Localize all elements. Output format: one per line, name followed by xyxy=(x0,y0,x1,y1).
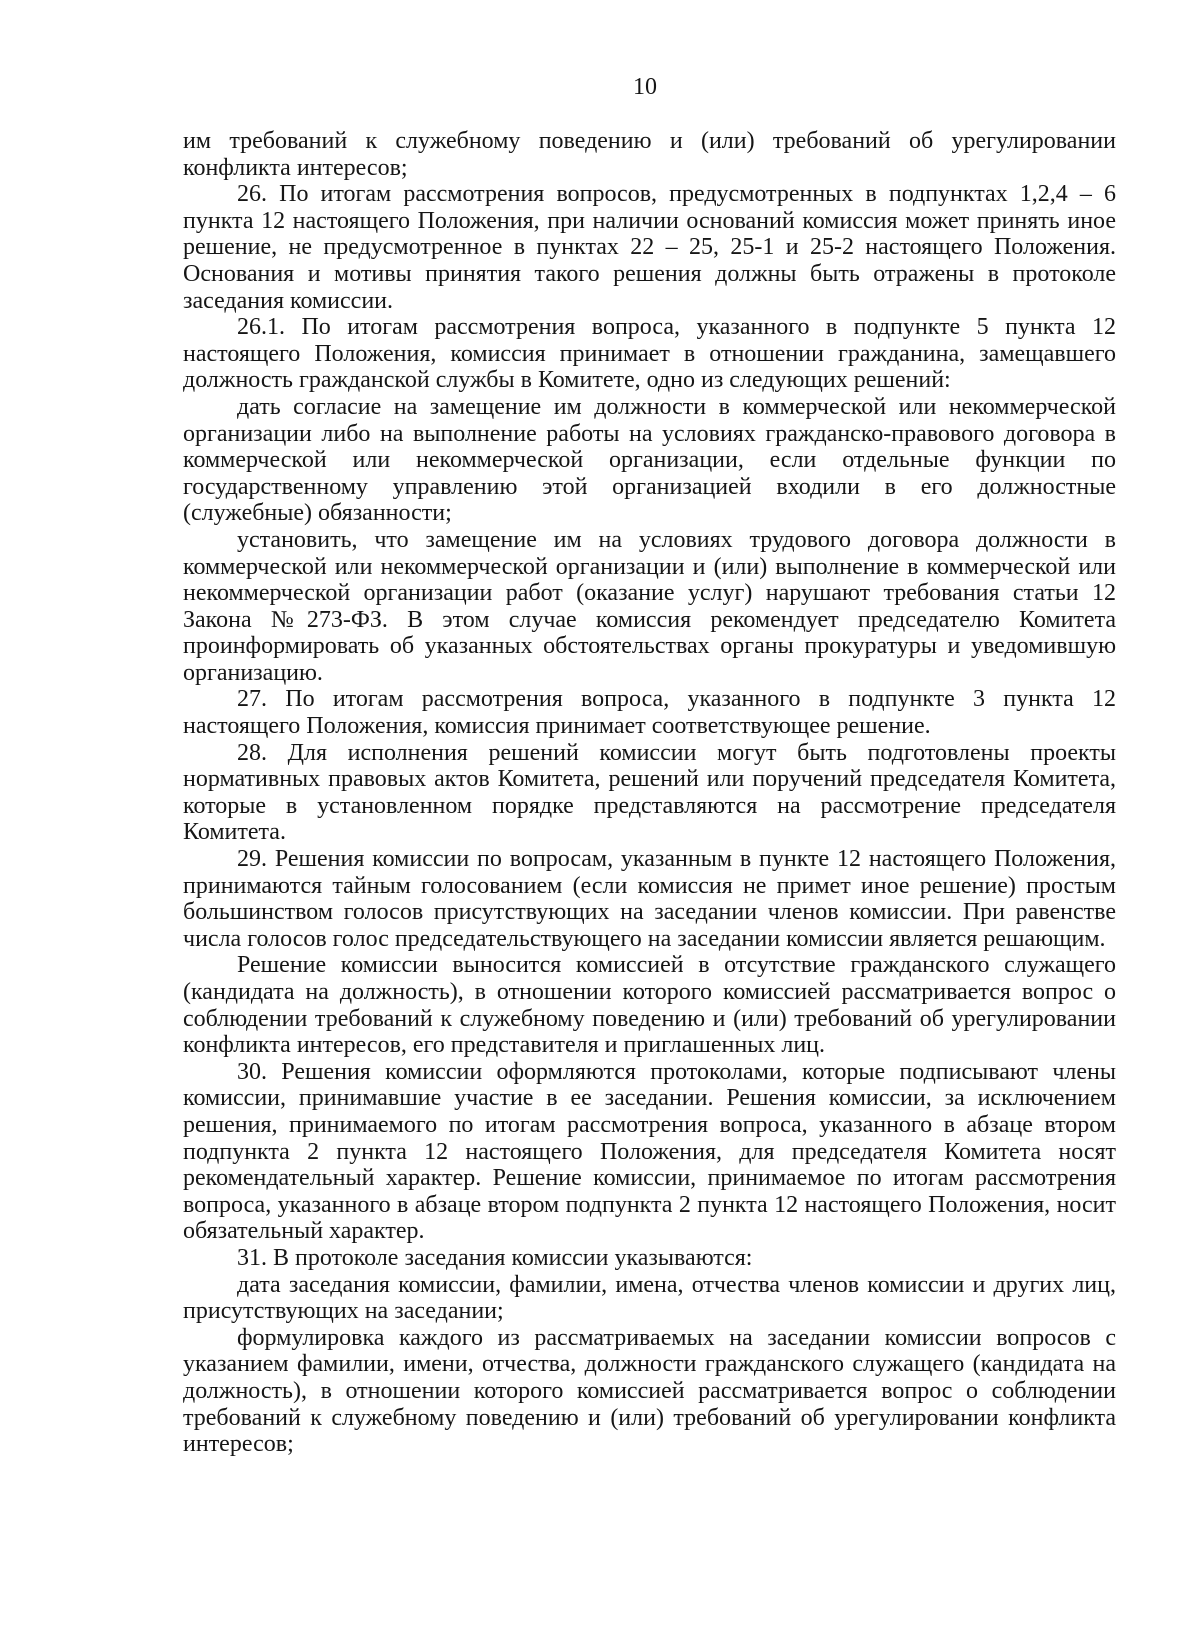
paragraph-item-30: 30. Решения комиссии оформляются протоколами, которые подписывают члены комиссии, принимавшие участие в ее заседании. Решения комиссии, за исключением решения, принимаемого по итогам рассмотрения вопроса, указанного в абзаце втором подпункта 2 пункта 12 настоящего Положения, для председателя Комитета носят рекомендательный характер. Решение комиссии, принимаемое по итогам рассмотрения вопроса, указанного в абзаце втором подпункта 2 пункта 12 настоящего Положения, носит обязательный характер. xyxy=(183,1058,1116,1245)
document-body xyxy=(183,128,1116,1458)
paragraph-decision-consent: дать согласие на замещение им должности в коммерческой или некоммерческой организации либо на выполнение работы на условиях гражданско-правового договора в коммерческой или некоммерческой организации, если отдельные функции по государственному управлению этой организацией входили в его должностные (служебные) обязанности; xyxy=(183,393,1116,527)
paragraph-decision-absence: Решение комиссии выносится комиссией в отсутствие гражданского служащего (кандидата на должность), в отношении которого комиссией рассматривается вопрос о соблюдении требований к служебному поведению и (или) требований об урегулировании конфликта интересов, его представителя и приглашенных лиц. xyxy=(183,952,1116,1059)
paragraph-item-26: 26. По итогам рассмотрения вопросов, предусмотренных в подпунктах 1,2,4 – 6 пункта 12 настоящего Положения, при наличии оснований комиссия может принять иное решение, не предусмотренное в пунктах 22 – 25, 25-1 и 25-2 настоящего Положения. Основания и мотивы принятия такого решения должны быть отражены в протоколе заседания комиссии. xyxy=(183,181,1116,314)
paragraph-item-29: 29. Решения комиссии по вопросам, указанным в пункте 12 настоящего Положения, принимаются тайным голосованием (если комиссия не примет иное решение) простым большинством голосов присутствующих на заседании членов комиссии. При равенстве числа голосов голос председательствующего на заседании комиссии является решающим. xyxy=(183,846,1116,952)
paragraph-item-28: 28. Для исполнения решений комиссии могут быть подготовлены проекты нормативных правовых актов Комитета, решений или поручений председателя Комитета, которые в установленном порядке представляются на рассмотрение председателя Комитета. xyxy=(183,739,1116,846)
paragraph-protocol-date: дата заседания комиссии, фамилии, имена, отчества членов комиссии и других лиц, присутствующих на заседании; xyxy=(183,1271,1116,1325)
paragraph-protocol-wording: формулировка каждого из рассматриваемых на заседании комиссии вопросов с указанием фамилии, имени, отчества, должности гражданского служащего (кандидата на должность), в отношении которого комиссией рассматривается вопрос о соблюдении требований к служебному поведению и (или) требований об урегулировании конфликта интересов; xyxy=(183,1324,1116,1458)
paragraph-item-27: 27. По итогам рассмотрения вопроса, указанного в подпункте 3 пункта 12 настоящего Положения, комиссия принимает соответствующее решение. xyxy=(183,686,1116,740)
paragraph-item-31: 31. В протоколе заседания комиссии указываются: xyxy=(237,1244,753,1271)
page-number: 10 xyxy=(633,74,657,100)
paragraph-decision-violation: установить, что замещение им на условиях трудового договора должности в коммерческой или некоммерческой организации и (или) выполнение в коммерческой или некоммерческой организации работ (оказание услуг) нарушают требования статьи 12 Закона №273-ФЗ. В этом случае комиссия рекомендует председателю Комитета проинформировать об указанных обстоятельствах органы прокуратуры и уведомившую организацию. xyxy=(183,526,1116,686)
paragraph: им требований к служебному поведению и (или) требований об урегулировании конфликта интересов; xyxy=(183,128,1116,181)
paragraph-item-26-1: 26.1. По итогам рассмотрения вопроса, указанного в подпункте 5 пункта 12 настоящего Положения, комиссия принимает в отношении гражданина, замещавшего должность гражданской службы в Комитете, одно из следующих решений: xyxy=(183,314,1116,394)
